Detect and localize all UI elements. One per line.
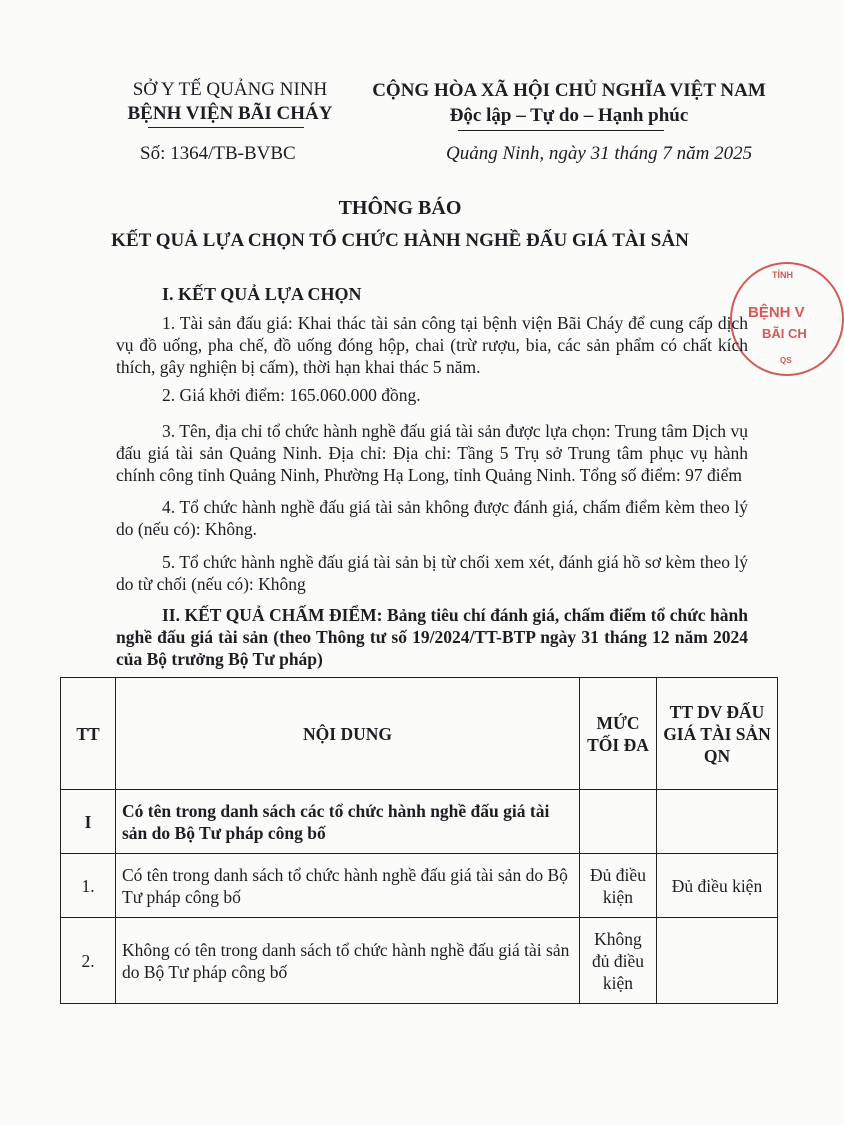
- row-max: Đủ điều kiện: [580, 854, 657, 918]
- row-max: [580, 790, 657, 854]
- header-score: TT DV ĐẤU GIÁ TÀI SẢN QN: [657, 678, 778, 790]
- row-content: Có tên trong danh sách tổ chức hành nghề đấu giá tài sản do Bộ Tư pháp công bố: [116, 854, 580, 918]
- motto-underline: [458, 130, 664, 131]
- country-name: CỘNG HÒA XÃ HỘI CHỦ NGHĨA VIỆT NAM: [372, 80, 766, 101]
- parent-org: SỞ Y TẾ QUẢNG NINH: [132, 79, 328, 100]
- motto: Độc lập – Tự do – Hạnh phúc: [449, 105, 689, 126]
- row-score: Đủ điều kiện: [657, 854, 778, 918]
- row-tt: 1.: [61, 854, 116, 918]
- seal-line2: BÃI CH: [762, 326, 807, 341]
- section1-heading: I. KẾT QUẢ LỰA CHỌN: [162, 284, 362, 304]
- header-tt: TT: [61, 678, 116, 790]
- paragraph-3: 3. Tên, địa chỉ tổ chức hành nghề đấu giá tài sản được lựa chọn: Trung tâm Dịch vụ đấu giá tài sản Quảng Ninh. Địa chỉ: Địa chỉ: Tầng 5 Trụ sở Trung tâm phục vụ hành chính công tỉnh Quảng Ninh, Phường Hạ Long, tỉnh Quảng Ninh. Tổng số điểm: 97 điểm: [116, 421, 748, 485]
- seal-bottom-text: QS: [780, 356, 792, 365]
- hospital-name: BỆNH VIỆN BÃI CHÁY: [127, 103, 333, 124]
- row-content: Không có tên trong danh sách tổ chức hành nghề đấu giá tài sản do Bộ Tư pháp công bố: [116, 918, 580, 1004]
- table-row: [61, 918, 778, 1004]
- seal-top-text: TỈNH: [772, 270, 793, 280]
- paragraph-1: 1. Tài sản đấu giá: Khai thác tài sản công tại bệnh viện Bãi Cháy để cung cấp dịch vụ đồ uống, pha chế, đồ uống đóng hộp, chai (trừ rượu, bia, các sản phẩm có chất kích thích, gây nghiện bị cấm), thời hạn khai thác 5 năm.: [116, 313, 748, 377]
- table-row: [61, 854, 778, 918]
- document-date: Quảng Ninh, ngày 31 tháng 7 năm 2025: [446, 143, 753, 164]
- table-header-row: [61, 678, 778, 790]
- row-max: Không đủ điều kiện: [580, 918, 657, 1004]
- paragraph-4: 4. Tổ chức hành nghề đấu giá tài sản không được đánh giá, chấm điểm kèm theo lý do (nếu có): Không.: [116, 497, 748, 539]
- doc-type-title: THÔNG BÁO: [338, 197, 462, 219]
- header-content: NỘI DUNG: [116, 678, 580, 790]
- table-row: [61, 790, 778, 854]
- row-tt: I: [61, 790, 116, 854]
- section2-heading: II. KẾT QUẢ CHẤM ĐIỂM: Bảng tiêu chí đánh giá, chấm điểm tổ chức hành nghề đấu giá tài sản (theo Thông tư số 19/2024/TT-BTP ngày 31 tháng 12 năm 2024 của Bộ trưởng Bộ Tư pháp): [116, 605, 748, 669]
- seal-line1: BỆNH V: [748, 304, 805, 321]
- paragraph-2: 2. Giá khởi điểm: 165.060.000 đồng.: [162, 385, 421, 405]
- header-max: MỨC TỐI ĐA: [580, 678, 657, 790]
- national-header: [360, 78, 778, 128]
- row-score: [657, 790, 778, 854]
- organization-header: [100, 78, 360, 126]
- org-underline: [148, 127, 304, 128]
- scoring-table: [60, 677, 778, 1004]
- row-tt: 2.: [61, 918, 116, 1004]
- document-number: Số: 1364/TB-BVBC: [140, 143, 296, 164]
- doc-subject-title: KẾT QUẢ LỰA CHỌN TỔ CHỨC HÀNH NGHỀ ĐẤU GIÁ TÀI SẢN: [111, 230, 689, 251]
- row-score: [657, 918, 778, 1004]
- row-content: Có tên trong danh sách các tổ chức hành nghề đấu giá tài sản do Bộ Tư pháp công bố: [116, 790, 580, 854]
- paragraph-5: 5. Tổ chức hành nghề đấu giá tài sản bị từ chối xem xét, đánh giá hồ sơ kèm theo lý do từ chối (nếu có): Không: [116, 552, 748, 594]
